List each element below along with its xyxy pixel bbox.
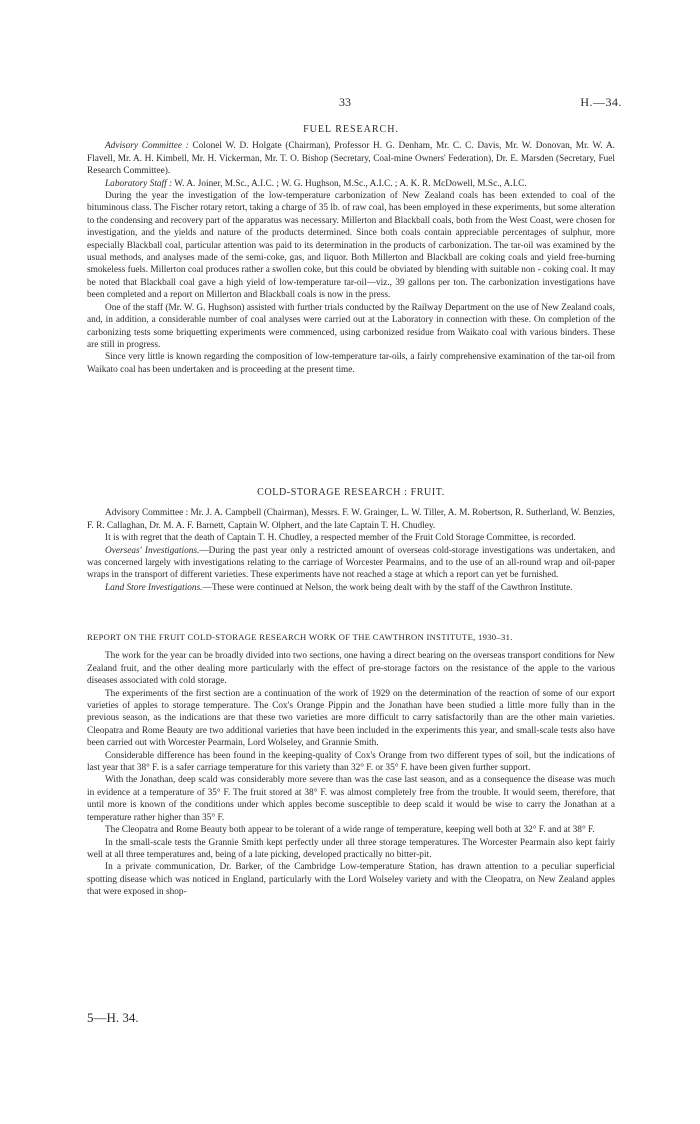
cold-storage-title: COLD-STORAGE RESEARCH : FRUIT.: [257, 487, 445, 498]
report-paragraph: The experiments of the first section are a continuation of the work of 1929 on the determination of the reaction of some of our export varieties of apples to storage temperature. The Cox's Orange Pippin and the Jonathan have been studied a little more fully than in the previous season, as the indications are that these two varieties are more difficult to carry satisfactorily than are the other main varieties. Cleopatra and Rome Beauty are two additional varieties that have been included in the experiments this year, and small-scale tests also have been carried out with Worcester Pearmain, Lord Wolseley, and Grannie Smith.: [87, 688, 615, 749]
report-paragraph: The Cleopatra and Rome Beauty both appear to be tolerant of a wide range of temperature, keeping well both at 32° F. and at 38° F.: [105, 825, 595, 836]
cold-advisory-committee: Advisory Committee : Mr. J. A. Campbell (Chairman), Messrs. F. W. Grainger, L. W. Tiller, A. M. Robertson, R. Sutherland, W. Benzies, F. R. Callaghan, Dr. M. A. F. Barnett, Captain W. Olphert, and the late Captain T. H. Chudley.: [87, 508, 615, 531]
fuel-laboratory-staff: [87, 178, 615, 190]
land-store-investigations: [87, 582, 615, 594]
page-header: [0, 96, 700, 110]
report-paragraph: With the Jonathan, deep scald was considerably more severe than was the case last season, and as a consequence the disease was much in evidence at a temperature of 35° F. The fruit stored at 38° F. was almost completely free from the trouble. It would seem, therefore, that until more is known of the conditions under which apples become susceptible to deep scald it would be wise to carry the Jonathan at a temperature rather higher than 35° F.: [87, 775, 615, 823]
fuel-research-title: FUEL RESEARCH.: [303, 124, 399, 135]
overseas-investigations: [87, 545, 615, 582]
fuel-research-section: [87, 124, 615, 376]
document-reference: H.—34.: [580, 95, 622, 109]
land-store-text: —These were continued at Nelson, the work being dealt with by the staff of the Cawthron Institute.: [202, 582, 573, 593]
report-paragraph: Considerable difference has been found in the keeping-quality of Cox's Orange from two different types of soil, but the indications of last year that 38° F. is a safer carriage temperature for this variety than 32° F. or 35° F. have been given further support.: [87, 750, 615, 774]
page-number: 33: [339, 95, 351, 109]
cold-paragraph-1: It is with regret that the death of Captain T. H. Chudley, a respected member of the Fruit Cold Storage Committee, is recorded.: [105, 533, 576, 544]
cawthron-report-section: [87, 631, 615, 899]
fuel-committee-label: Advisory Committee :: [105, 141, 189, 152]
report-paragraph: In a private communication, Dr. Barker, of the Cambridge Low-temperature Station, has drawn attention to a peculiar superficial spotting disease which was noticed in England, particularly with the Lord Wolseley variety and with the Cleopatra, on New Zealand apples that were exposed in shop-: [87, 862, 615, 898]
report-title: REPORT ON THE FRUIT COLD-STORAGE RESEARCH WORK OF THE CAWTHRON INSTITUTE, 1930–31.: [87, 632, 513, 642]
signature-mark: 5—H. 34.: [87, 1010, 139, 1025]
report-paragraph: The work for the year can be broadly divided into two sections, one having a direct bearing on the overseas transport conditions for New Zealand fruit, and the other dealing more particularly with the effect of pre-storage factors on the resistance of the apple to the various diseases associated with cold storage.: [87, 651, 615, 687]
fuel-paragraph-3: Since very little is known regarding the composition of low-temperature tar-oils, a fairly comprehensive examination of the tar-oil from Waikato coal has been undertaken and is proceeding at the present time.: [87, 352, 615, 375]
land-store-label: Land Store Investigations.: [105, 582, 203, 593]
fuel-paragraph-2: One of the staff (Mr. W. G. Hughson) assisted with further trials conducted by the Railway Department on the use of New Zealand coals, and, in addition, a considerable number of coal analyses were carried out at the Laboratory in connection with these. On completion of the carbonizing tests some briquetting experiments were commenced, using carbonized residue from Waikato coal with various binders. These are still in progress.: [87, 302, 615, 350]
fuel-paragraph-1: During the year the investigation of the low-temperature carbonization of New Zealand coals has been extended to coal of the bituminous class. The Fischer rotary retort, taking a charge of 35 lb. of raw coal, has been employed in these experiments, but some alteration to the condensing and recovery part of the apparatus was necessary. Millerton and Blackball coals, both from the West Coast, were chosen for investigation, and the yields and nature of the products determined. Since both coals contain appreciable percentages of sulphur, more especially Blackball coal, particular attention was paid to its determination in the products of carbonization. The tar-oil was examined by the usual methods, and analyses made of the semi-coke, gas, and liquor. Both Millerton and Blackball are coking coals and yield free-burning smokeless fuels. Millerton coal produces rather a swollen coke, but this could be obviated by blending with suitable non - coking coal. It may be noted that Blackball coal gave a high yield of low-temperature tar-oil—viz., 39 gallons per ton. The carbonization investigations have been completed and a report on Millerton and Blackball coals is now in the press.: [87, 191, 615, 301]
fuel-advisory-committee: [87, 140, 615, 177]
fuel-staff-label: Laboratory Staff :: [105, 178, 173, 189]
report-paragraph: In the small-scale tests the Grannie Smith kept perfectly under all three storage temperatures. The Worcester Pearmain also kept fairly well at all three temperatures and, being of a late picking, developed practically no bitter-pit.: [87, 837, 615, 860]
overseas-text: —During the past year only a restricted amount of overseas cold-storage investigations was undertaken, and was concerned largely with investigations relating to the carriage of Worcester Pearmains, and to the use of an all-round wrap and oil-paper wraps in the transport of different varieties. These experiments have not reached a stage at which a report can yet be furnished.: [87, 545, 615, 581]
fuel-staff-text: W. A. Joiner, M.Sc., A.I.C. ; W. G. Hughson, M.Sc., A.I.C. ; A. K. R. McDowell, M.Sc., A.I.C.: [172, 178, 527, 189]
overseas-label: Overseas' Investigations.: [105, 545, 200, 556]
fuel-committee-text: Colonel W. D. Holgate (Chairman), Professor H. G. Denham, Mr. C. C. Davis, Mr. W. Donovan, Mr. W. A. Flavell, Mr. A. H. Kimbell, Mr. H. Vickerman, Mr. T. O. Bishop (Secretary, Coal-mine Owners' Federation), Dr. E. Marsden (Secretary, Fuel Research Committee).: [87, 141, 615, 177]
cold-storage-section: [87, 487, 615, 594]
